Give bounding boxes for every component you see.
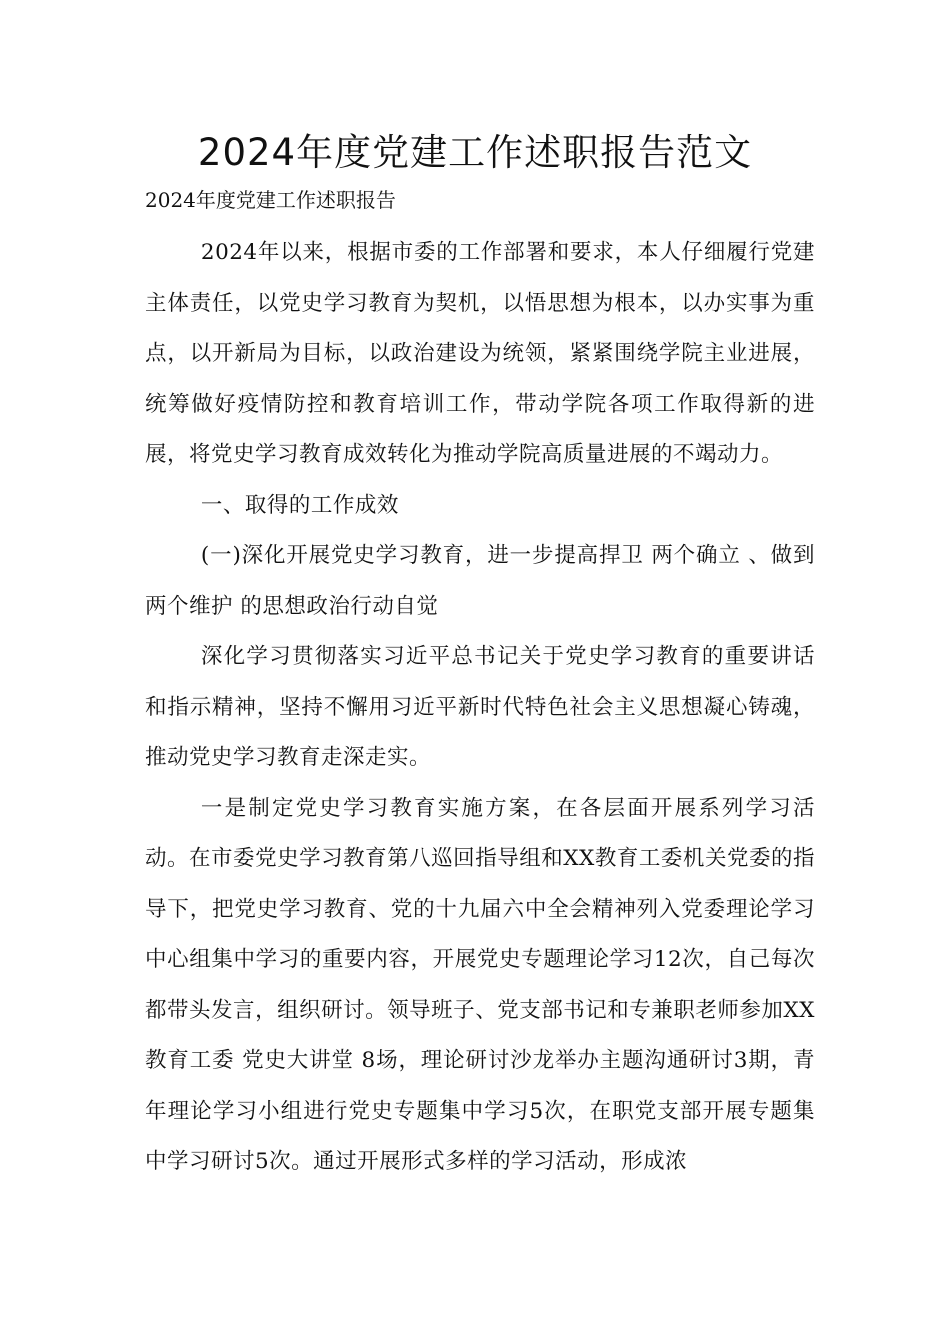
- paragraph-intro: 2024年以来，根据市委的工作部署和要求，本人仔细履行党建主体责任，以党史学习教育为契机，以悟思想为根本，以办实事为重点，以开新局为目标，以政治建设为统领，紧紧围绕学院主业进展，统筹做好疫情防控和教育培训工作，带动学院各项工作取得新的进展，将党史学习教育成效转化为推动学院高质量进展的不竭动力。: [145, 240, 815, 467]
- document-title: 2024年度党建工作述职报告范文: [197, 131, 753, 174]
- subsection-heading: (一)深化开展党史学习教育，进一步提高捍卫 两个确立 、做到 两个维护 的思想政治行动自觉: [145, 543, 815, 619]
- paragraph-plan: 一是制定党史学习教育实施方案，在各层面开展系列学习活动。在市委党史学习教育第八巡回指导组和XX教育工委机关党委的指导下，把党史学习教育、党的十九届六中全会精神列入党委理论学习中心组集中学习的重要内容，开展党史专题理论学习12次，自己每次都带头发言，组织研讨。领导班子、党支部书记和专兼职老师参加XX教育工委 党史大讲堂 8场，理论研讨沙龙举办主题沟通研讨3期，青年理论学习小组进行党史专题集中学习5次，在职党支部开展专题集中学习研讨5次。通过开展形式多样的学习活动，形成浓: [145, 795, 815, 1174]
- paragraph-study: 深化学习贯彻落实习近平总书记关于党史学习教育的重要讲话和指示精神，坚持不懈用习近平新时代特色社会主义思想凝心铸魂，推动党史学习教育走深走实。: [145, 644, 815, 770]
- section-heading: 一、取得的工作成效: [200, 492, 399, 518]
- document-subtitle: 2024年度党建工作述职报告: [145, 188, 396, 212]
- document-body: [145, 228, 815, 1188]
